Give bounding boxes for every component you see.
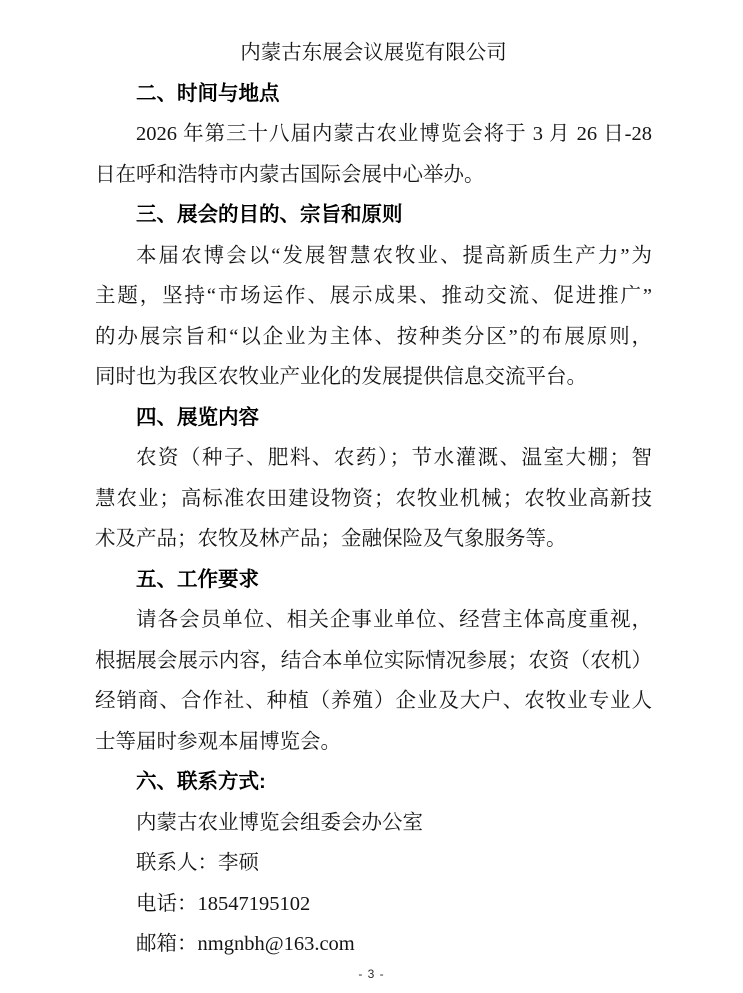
contact-line-email: 邮箱：nmgnbh@163.com bbox=[136, 933, 355, 955]
paragraph-line: 日在呼和浩特市内蒙古国际会展中心举办。 bbox=[95, 163, 485, 186]
contact-line-person: 联系人：李硕 bbox=[136, 852, 259, 874]
heading-contact-info: 六、联系方式: bbox=[136, 770, 266, 793]
paragraph-line: 的办展宗旨和“以企业为主体、按种类分区”的布展原则， bbox=[95, 325, 652, 348]
paragraph-line: 同时也为我区农牧业产业化的发展提供信息交流平台。 bbox=[95, 366, 587, 388]
paragraph-line: 经销商、合作社、种植（养殖）企业及大户、农牧业专业人 bbox=[95, 690, 652, 712]
heading-work-requirements: 五、工作要求 bbox=[136, 567, 259, 591]
heading-time-location: 二、时间与地点 bbox=[136, 81, 280, 105]
page-number: - 3 - bbox=[358, 967, 385, 981]
heading-purpose-principles: 三、展会的目的、宗旨和原则 bbox=[136, 203, 403, 226]
document-body bbox=[95, 33, 652, 965]
company-name-line: 内蒙古东展会议展览有限公司 bbox=[240, 42, 507, 64]
contact-line-office: 内蒙古农业博览会组委会办公室 bbox=[136, 811, 423, 834]
paragraph-line: 主题，坚持“市场运作、展示成果、推动交流、促进推广” bbox=[95, 285, 652, 307]
paragraph-line: 本届农博会以“发展智慧农牧业、提高新质生产力”为 bbox=[136, 244, 652, 267]
paragraph-line: 慧农业；高标准农田建设物资；农牧业机械；农牧业高新技 bbox=[95, 487, 652, 510]
paragraph-line: 请各会员单位、相关企事业单位、经营主体高度重视， bbox=[136, 609, 652, 631]
paragraph-line: 根据展会展示内容，结合本单位实际情况参展；农资（农机） bbox=[95, 649, 652, 672]
paragraph-line: 术及产品；农牧及林产品；金融保险及气象服务等。 bbox=[95, 528, 567, 550]
paragraph-line: 士等届时参观本届博览会。 bbox=[95, 730, 341, 753]
paragraph-line: 农资（种子、肥料、农药）；节水灌溉、温室大棚；智 bbox=[136, 447, 652, 469]
heading-exhibition-content: 四、展览内容 bbox=[136, 405, 259, 429]
paragraph-line: 2026 年第三十八届内蒙古农业博览会将于 3 月 26 日-28 bbox=[136, 123, 652, 145]
contact-line-phone: 电话：18547195102 bbox=[136, 892, 311, 915]
